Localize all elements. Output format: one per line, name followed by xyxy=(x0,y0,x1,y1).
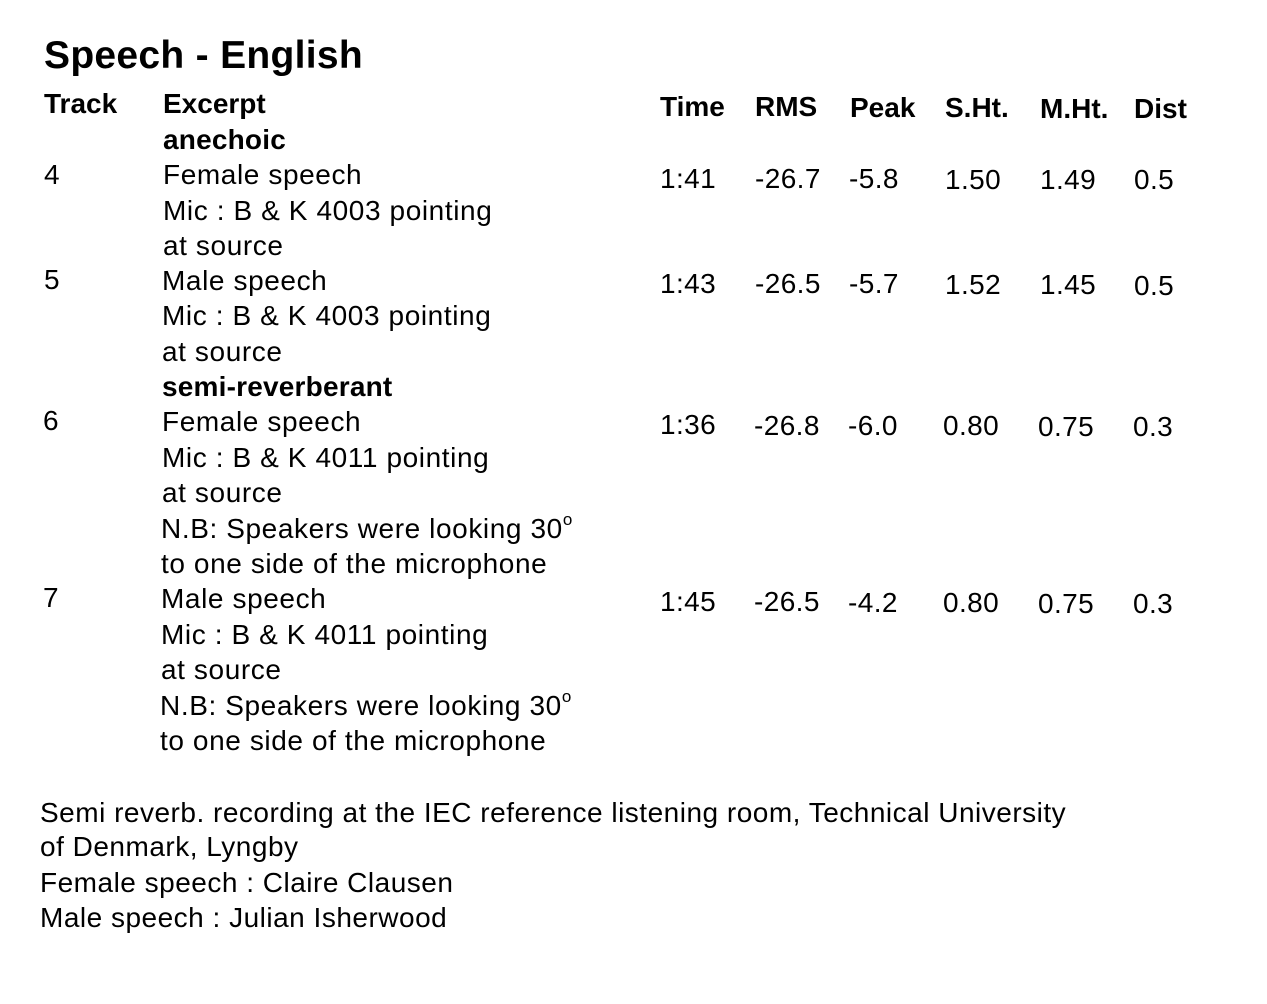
excerpt-line: at source xyxy=(163,230,284,261)
excerpt-line: Male speech xyxy=(162,265,328,296)
footnote-line: Male speech : Julian Isherwood xyxy=(40,902,448,933)
excerpt-line: at source xyxy=(162,336,283,367)
excerpt-line: at source xyxy=(161,654,282,685)
excerpt-line: Female speech xyxy=(163,159,363,190)
track-number: 6 xyxy=(43,405,60,436)
mht-value: 0.75 xyxy=(1038,588,1095,619)
peak-value: -5.8 xyxy=(849,163,899,194)
excerpt-line: to one side of the microphone xyxy=(161,548,548,579)
rms-value: -26.8 xyxy=(754,410,820,441)
rms-value: -26.5 xyxy=(755,268,821,299)
time-value: 1:36 xyxy=(660,409,717,440)
dist-value: 0.5 xyxy=(1134,164,1175,195)
sht-value: 0.80 xyxy=(943,410,1000,441)
track-number: 5 xyxy=(44,264,61,295)
peak-value: -5.7 xyxy=(849,268,899,299)
mht-value: 0.75 xyxy=(1038,411,1095,442)
sht-value: 1.50 xyxy=(945,164,1002,195)
excerpt-line: Mic : B & K 4011 pointing xyxy=(162,442,490,473)
excerpt-line: Female speech xyxy=(162,406,362,437)
rms-value: -26.7 xyxy=(755,163,821,194)
sht-value: 1.52 xyxy=(945,269,1002,300)
excerpt-line: at source xyxy=(162,477,283,508)
col-header-rms: RMS xyxy=(755,91,818,122)
col-header-sht: S.Ht. xyxy=(945,92,1009,123)
footnote-line: Semi reverb. recording at the IEC reference listening room, Technical University xyxy=(40,797,1067,828)
time-value: 1:43 xyxy=(660,268,717,299)
dist-value: 0.3 xyxy=(1133,588,1174,619)
col-header-time: Time xyxy=(660,91,725,122)
col-header-mht: M.Ht. xyxy=(1040,93,1109,124)
excerpt-note-line: N.B: Speakers were looking 30$^o$ xyxy=(161,510,573,544)
col-header-track: Track xyxy=(44,88,118,119)
dist-value: 0.5 xyxy=(1134,270,1175,301)
peak-value: -4.2 xyxy=(848,587,898,618)
col-header-peak: Peak xyxy=(850,92,916,123)
col-header-dist: Dist xyxy=(1134,93,1187,124)
track-number: 4 xyxy=(44,159,61,190)
footnote-line: of Denmark, Lyngby xyxy=(40,831,299,862)
excerpt-line: to one side of the microphone xyxy=(160,725,547,756)
peak-value: -6.0 xyxy=(848,410,898,441)
track-number: 7 xyxy=(43,582,60,613)
time-value: 1:45 xyxy=(660,586,717,617)
excerpt-line: Mic : B & K 4011 pointing xyxy=(161,619,489,650)
excerpt-line: Mic : B & K 4003 pointing xyxy=(162,300,492,331)
mht-value: 1.45 xyxy=(1040,269,1097,300)
excerpt-note-line: N.B: Speakers were looking 30$^o$ xyxy=(160,687,572,721)
time-value: 1:41 xyxy=(660,163,717,194)
degree-symbol: o xyxy=(562,510,573,529)
dist-value: 0.3 xyxy=(1133,411,1174,442)
degree-symbol: o xyxy=(561,687,572,706)
page-title: Speech - English xyxy=(44,34,364,77)
rms-value: -26.5 xyxy=(754,586,820,617)
footnote-line: Female speech : Claire Clausen xyxy=(40,867,454,898)
excerpt-line: Mic : B & K 4003 pointing xyxy=(163,195,493,226)
mht-value: 1.49 xyxy=(1040,164,1097,195)
sht-value: 0.80 xyxy=(943,587,1000,618)
section-label-anechoic: anechoic xyxy=(163,124,286,155)
excerpt-line: Male speech xyxy=(161,583,327,614)
section-label-semi-reverberant: semi-reverberant xyxy=(162,371,393,402)
col-header-excerpt: Excerpt xyxy=(163,88,266,119)
